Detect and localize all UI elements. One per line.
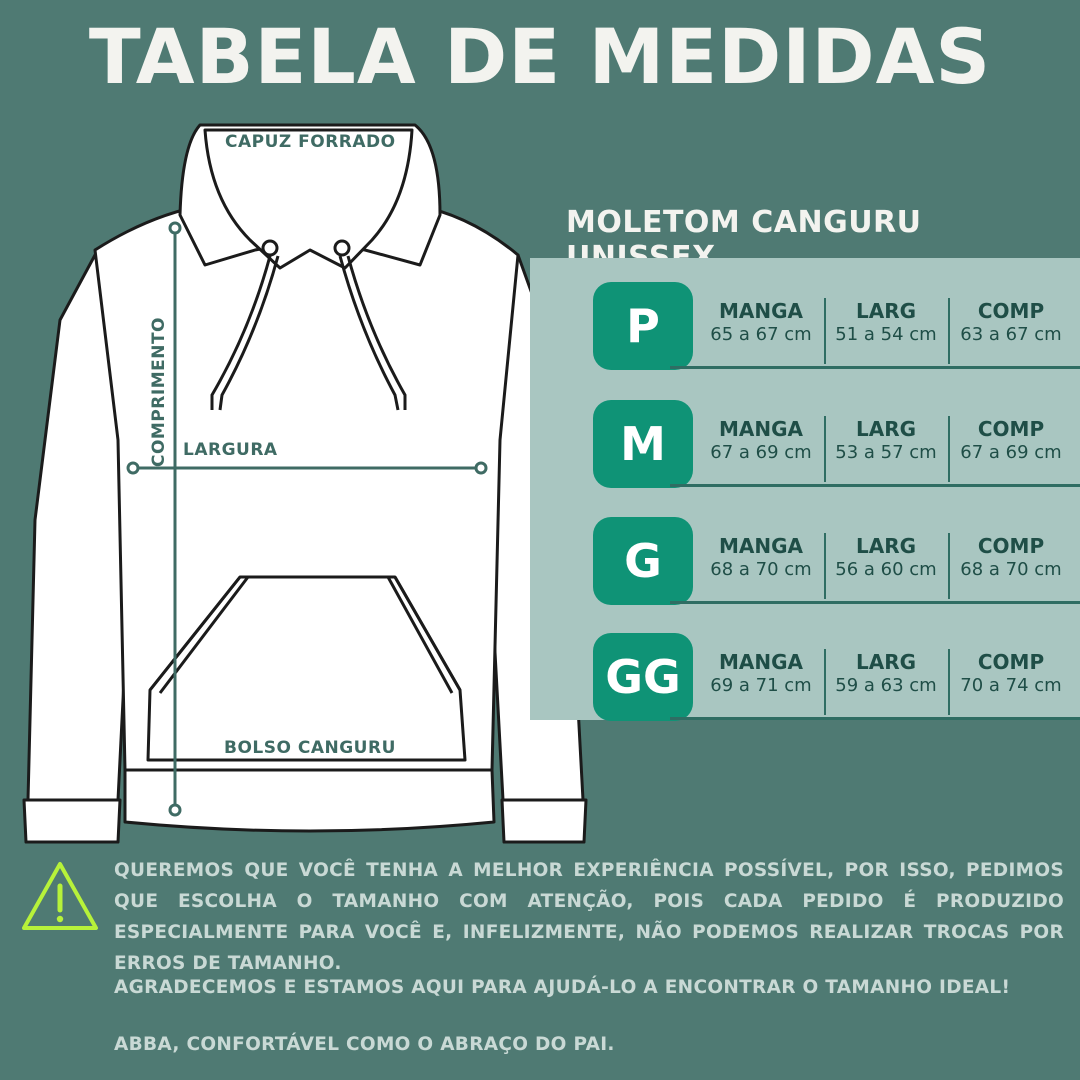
width-label: LARG bbox=[855, 417, 917, 441]
size-row-gg bbox=[530, 609, 1080, 704]
length-value: 63 a 67 cm bbox=[960, 324, 1062, 345]
length-bottom-marker bbox=[170, 805, 180, 815]
width-label: LARG bbox=[855, 534, 917, 558]
row-underline bbox=[670, 484, 1080, 487]
sleeve-value: 65 a 67 cm bbox=[710, 324, 812, 345]
size-table bbox=[530, 258, 1080, 720]
width-value: 59 a 63 cm bbox=[835, 675, 937, 696]
length-label: COMPRIMENTO bbox=[149, 316, 169, 468]
sleeve-label: MANGA bbox=[718, 299, 803, 323]
width-cell bbox=[825, 418, 947, 466]
sleeve-label: MANGA bbox=[718, 650, 803, 674]
width-cell bbox=[825, 535, 947, 583]
size-row-p bbox=[530, 258, 1080, 353]
row-underline bbox=[670, 601, 1080, 604]
width-value: 51 a 54 cm bbox=[835, 324, 937, 345]
notice-text: QUEREMOS QUE VOCÊ TENHA A MELHOR EXPERIÊNCIA POSSÍVEL, POR ISSO, PEDIMOS QUE ESCOLHA O TAMANHO COM ATENÇÃO, POIS CADA PEDIDO É PRODUZIDO ESPECIALMENTE PARA VOCÊ E, INFELIZMENTE, NÃO PODEMOS REALIZAR TROCAS POR ERROS DE TAMANHO. bbox=[114, 860, 1064, 974]
width-cell bbox=[825, 300, 947, 348]
width-label: LARGURA bbox=[183, 440, 278, 460]
sleeve-label: MANGA bbox=[718, 417, 803, 441]
length-value: 68 a 70 cm bbox=[960, 559, 1062, 580]
pocket-label: BOLSO CANGURU bbox=[224, 738, 396, 758]
hoodie-illustration bbox=[0, 0, 600, 860]
warning-triangle-icon bbox=[18, 858, 102, 934]
width-value: 56 a 60 cm bbox=[835, 559, 937, 580]
width-right-marker bbox=[476, 463, 486, 473]
product-title: MOLETOM CANGURU bbox=[566, 205, 922, 240]
length-value: 67 a 69 cm bbox=[960, 442, 1062, 463]
width-left-marker bbox=[128, 463, 138, 473]
brand-slogan: ABBA, CONFORTÁVEL COMO O ABRAÇO DO PAI. bbox=[114, 1034, 615, 1055]
length-top-marker bbox=[170, 223, 180, 233]
sleeve-label: MANGA bbox=[718, 534, 803, 558]
sleeve-value: 69 a 71 cm bbox=[710, 675, 812, 696]
width-label: LARG bbox=[855, 650, 917, 674]
sleeve-cell bbox=[700, 418, 822, 466]
length-value: 70 a 74 cm bbox=[960, 675, 1062, 696]
size-row-g bbox=[530, 493, 1080, 588]
length-cell bbox=[950, 651, 1072, 699]
length-label: COMP bbox=[977, 534, 1045, 558]
length-label: COMP bbox=[977, 650, 1045, 674]
width-label: LARG bbox=[855, 299, 917, 323]
thanks-text: AGRADECEMOS E ESTAMOS AQUI PARA AJUDÁ-LO A ENCONTRAR O TAMANHO IDEAL! bbox=[114, 977, 1011, 998]
hoodie-drawing bbox=[0, 0, 600, 860]
length-cell bbox=[950, 535, 1072, 583]
size-badge: GG bbox=[593, 633, 693, 721]
size-badge: P bbox=[593, 282, 693, 370]
length-label: COMP bbox=[977, 299, 1045, 323]
length-cell bbox=[950, 300, 1072, 348]
sleeve-cell bbox=[700, 535, 822, 583]
length-label: COMP bbox=[977, 417, 1045, 441]
hood-label: CAPUZ FORRADO bbox=[225, 132, 396, 152]
sleeve-cell bbox=[700, 651, 822, 699]
row-underline bbox=[670, 717, 1080, 720]
width-cell bbox=[825, 651, 947, 699]
row-underline bbox=[670, 366, 1080, 369]
size-badge: M bbox=[593, 400, 693, 488]
sleeve-value: 68 a 70 cm bbox=[710, 559, 812, 580]
size-row-m bbox=[530, 376, 1080, 471]
length-cell bbox=[950, 418, 1072, 466]
size-badge: G bbox=[593, 517, 693, 605]
sleeve-cell bbox=[700, 300, 822, 348]
sleeve-value: 67 a 69 cm bbox=[710, 442, 812, 463]
page-title: TABELA DE MEDIDAS bbox=[88, 12, 992, 101]
width-value: 53 a 57 cm bbox=[835, 442, 937, 463]
